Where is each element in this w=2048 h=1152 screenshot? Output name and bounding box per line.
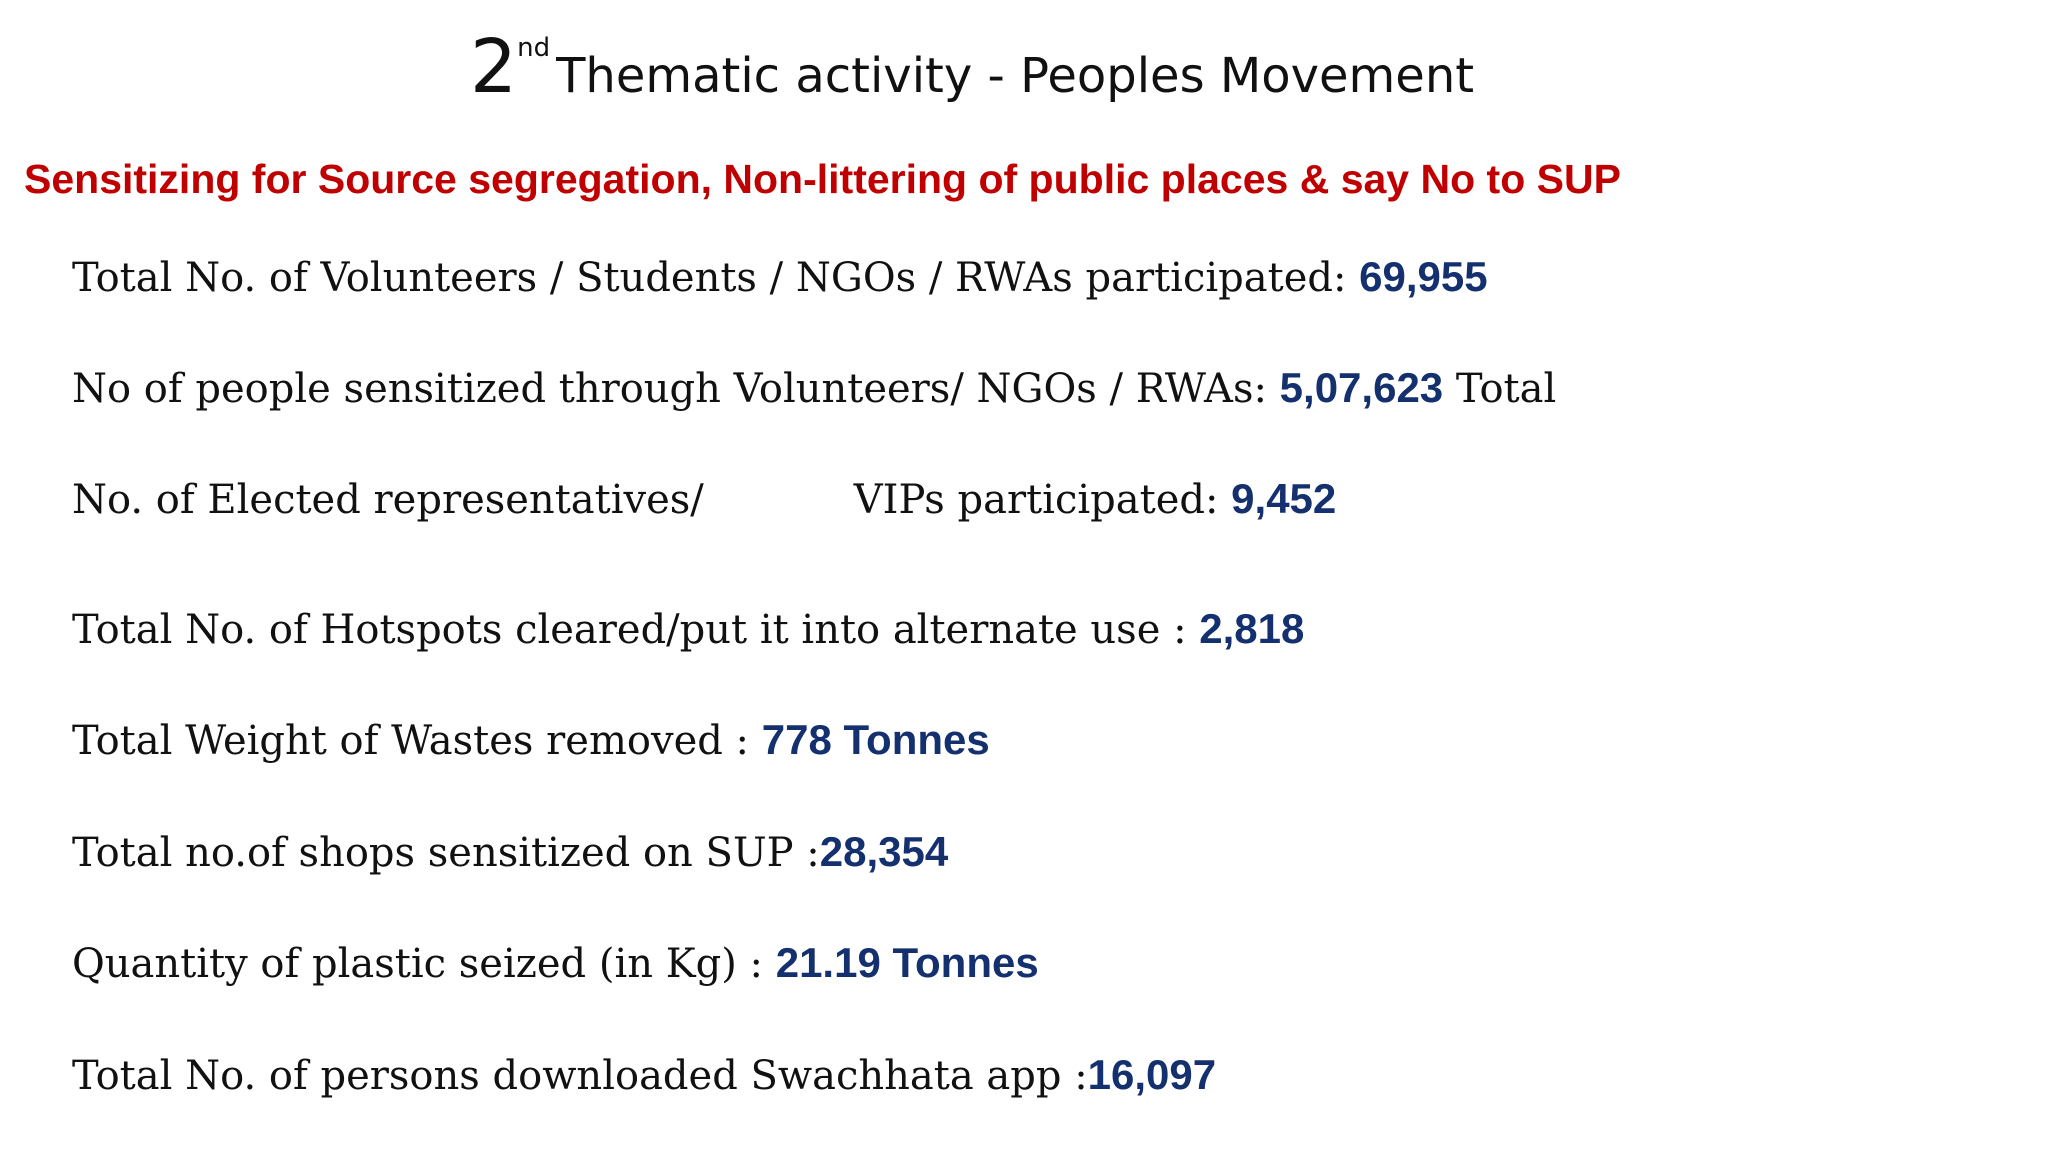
stat-line-plastic-seized [72,938,1039,988]
stat-value: 21.19 Tonnes [775,939,1039,986]
stat-label: Total No. of persons downloaded Swachhata app : [72,1053,1088,1099]
stat-line-volunteers [72,252,1488,302]
stat-line-waste-weight [72,715,990,765]
title-superscript: nd [517,33,551,63]
stat-label: No. of Elected representatives/ [72,477,704,523]
stat-label: No of people sensitized through Volunteers/ NGOs / RWAs: [72,366,1267,412]
slide-title [470,24,1475,110]
stat-line-elected-representatives [72,474,1336,524]
stat-value: 16,097 [1087,1051,1217,1098]
slide-subtitle: Sensitizing for Source segregation, Non-littering of public places & say No to SUP [24,156,1621,202]
stat-line-app-downloads [72,1050,1216,1100]
stat-suffix: Total [1443,366,1557,412]
stat-value: 5,07,623 [1279,364,1444,411]
stat-value: 9,452 [1231,475,1337,522]
stat-value: 778 Tonnes [761,716,990,763]
stat-label: Quantity of plastic seized (in Kg) : [72,941,763,987]
stat-line-shops [72,827,948,877]
stat-value: 28,354 [819,828,949,875]
stat-line-people-sensitized [72,363,1556,413]
stat-label-continued: VIPs participated: [853,477,1219,523]
stat-value: 2,818 [1199,605,1305,652]
stat-label: Total no.of shops sensitized on SUP : [72,830,820,876]
title-number: 2 [470,24,518,110]
stat-line-hotspots [72,604,1304,654]
stat-label: Total Weight of Wastes removed : [72,718,750,764]
stat-value: 69,955 [1359,253,1488,300]
title-text: Thematic activity - Peoples Movement [556,48,1475,104]
stat-label: Total No. of Hotspots cleared/put it into alternate use : [72,607,1187,653]
stat-label: Total No. of Volunteers / Students / NGOs / RWAs participated: [72,255,1347,301]
